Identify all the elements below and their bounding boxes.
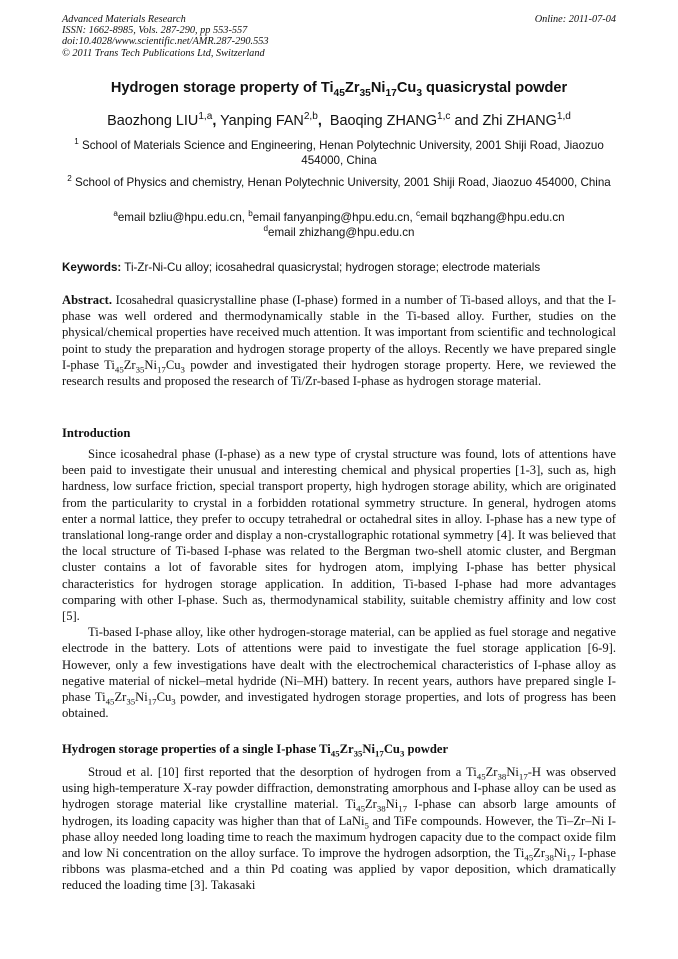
affiliation-2: $^2$ School of Physics and chemistry, Henan Polytechnic University, 2001 Shiji Road, Jiaozuo 454000, China: [67, 174, 611, 189]
keywords-text: Ti-Zr-Ni-Cu alloy; icosahedral quasicrystal; hydrogen storage; electrode materials: [124, 261, 541, 274]
author-name: Baoqing ZHANG: [329, 113, 438, 129]
affiliation-1: $^1$ School of Materials Science and Engineering, Henan Polytechnic University, 2001 Shiji Road, Jiaozuo 454000, China: [74, 137, 604, 167]
author-name: Zhi ZHANG: [482, 113, 557, 129]
issn-line: ISSN: 1662-8985, Vols. 287-290, pp 553-557: [62, 25, 248, 37]
journal-header: [62, 14, 616, 59]
online-date: Online: 2011-07-04: [534, 14, 616, 25]
author-list: Baozhong LIU$^{1,a}$, Yanping FAN$^{2,b}$, Baoqing ZHANG$^{1,c}$ and Zhi ZHANG$^{1,d}$: [107, 111, 571, 129]
email-link[interactable]: email zhizhang@hpu.edu.cn: [268, 226, 415, 239]
email-link[interactable]: email bzliu@hpu.edu.cn,: [117, 211, 245, 224]
keywords-label: Keywords:: [62, 261, 122, 274]
author-name: Yanping FAN: [220, 113, 304, 129]
section-heading-introduction: Introduction: [62, 426, 131, 440]
email-link[interactable]: email bqzhang@hpu.edu.cn: [420, 211, 565, 224]
email-list: $^a$email bzliu@hpu.edu.cn, $^b$email fanyanping@hpu.edu.cn, $^c$email bqzhang@hpu.edu.cn $^d$email zhizhang@hpu.edu.cn: [113, 209, 565, 239]
section-heading-hydrogen-storage: Hydrogen storage properties of a single I-phase $Ti_{45}Zr_{35}Ni_{17}Cu_3$ powder: [62, 742, 449, 759]
paper-title: Hydrogen storage property of $Ti_{45}Zr_{35}Ni_{17}Cu_3$ quasicrystal powder: [110, 80, 568, 99]
doi-line: doi:10.4028/www.scientific.net/AMR.287-290.553: [62, 36, 269, 48]
paragraph: Ti-based I-phase alloy, like other hydrogen-storage material, can be applied as fuel storage and negative electrode in the battery. Lots of attentions were paid to investigate the fuel storage application [6-9]. However, only a few investigations have dealt with the electrochemical characteristics of I-phase alloy as negative material of nickel–metal hydride (Ni–MH) battery. In recent years, authors have prepared single I-phase $Ti_{45}Zr_{35}Ni_{17}Cu_3$ powder, and investigated hydrogen storage properties, and lots of progress has been obtained.: [62, 625, 616, 721]
paragraph: Since icosahedral phase (I-phase) as a new type of crystal structure was found, lots of attentions have been paid to investigate their unusual and interesting chemical and physical properties [1-3], such as, high hardness, low surface friction, special transport property, high hydrogen storage ability, which are originated from the particularity to crystal in a forbidden rotational symmetry structure. In general, hydrogen atoms enter a normal lattice, they prefer to occupy tetrahedral or octahedral sites in alloy. I-phase has a new type of translational long-range order and display a non-crystallographic rotational symmetry [4]. It was believed that the local structure of Ti-based I-phase was related to the Bergman two-shell atomic cluster, and Bergman cluster contains a lot of favorable sites for hydrogen atom, implying I-phase has better physical characteristics for hydrogen storage application. In addition, Ti-based I-phase had more advantages comparing with other I-phase. Such as, thermodynamical stability, suitable chemistry affinity and low cost [5].: [62, 447, 616, 624]
email-link[interactable]: email fanyanping@hpu.edu.cn,: [252, 211, 413, 224]
journal-name: Advanced Materials Research: [62, 14, 186, 25]
abstract: Abstract. Icosahedral quasicrystalline phase (I-phase) formed in a number of Ti-based alloys, and that the I-phase was well ordered and thermodynamically stable in the Ti-based alloy. Further, studies on the physical/chemical properties have received much attention. It was important from scientific and technological point to study the preparation and hydrogen storage property of the alloys. Recently we have prepared single I-phase $Ti_{45}Zr_{35}Ni_{17}Cu_3$ powder and investigated their hydrogen storage property. Here, we reviewed the research results and proposed the research of Ti/Zr-based I-phase as hydrogen storage material.: [62, 293, 617, 389]
paragraph: Stroud et al. [10] first reported that the desorption of hydrogen from a $Ti_{45}Zr_{38}Ni_{17}-H$ was observed using high-temperature X-ray powder diffraction, demonstrating amorphous and I-phase alloy can be used as hydrogen storage material like crystalline material. $Ti_{45}Zr_{38}Ni_{17}$ I-phase can absorb large amounts of hydrogen, its loading capacity was higher than that of LaNi$_5$ and TiFe compounds. However, the Ti–Zr–Ni I-phase alloy needed long loading time to reach the maximum hydrogen capacity due to the compact oxide film and low Ni concentration on the alloy surface. To improve the hydrogen adsorption, the $Ti_{45}Zr_{38}Ni_{17}$ I-phase ribbons was plasma-etched and a thin Pd coating was applied by vapor deposition, which dramatically reduced the loading time [3]. Takasaki: [62, 765, 617, 893]
keywords: [62, 261, 616, 274]
abstract-label: Abstract.: [62, 293, 113, 307]
author-name: Baozhong LIU: [107, 113, 199, 129]
section2-body: [62, 764, 616, 894]
introduction-body: [62, 446, 616, 721]
copyright-line: © 2011 Trans Tech Publications Ltd, Switzerland: [62, 47, 265, 59]
